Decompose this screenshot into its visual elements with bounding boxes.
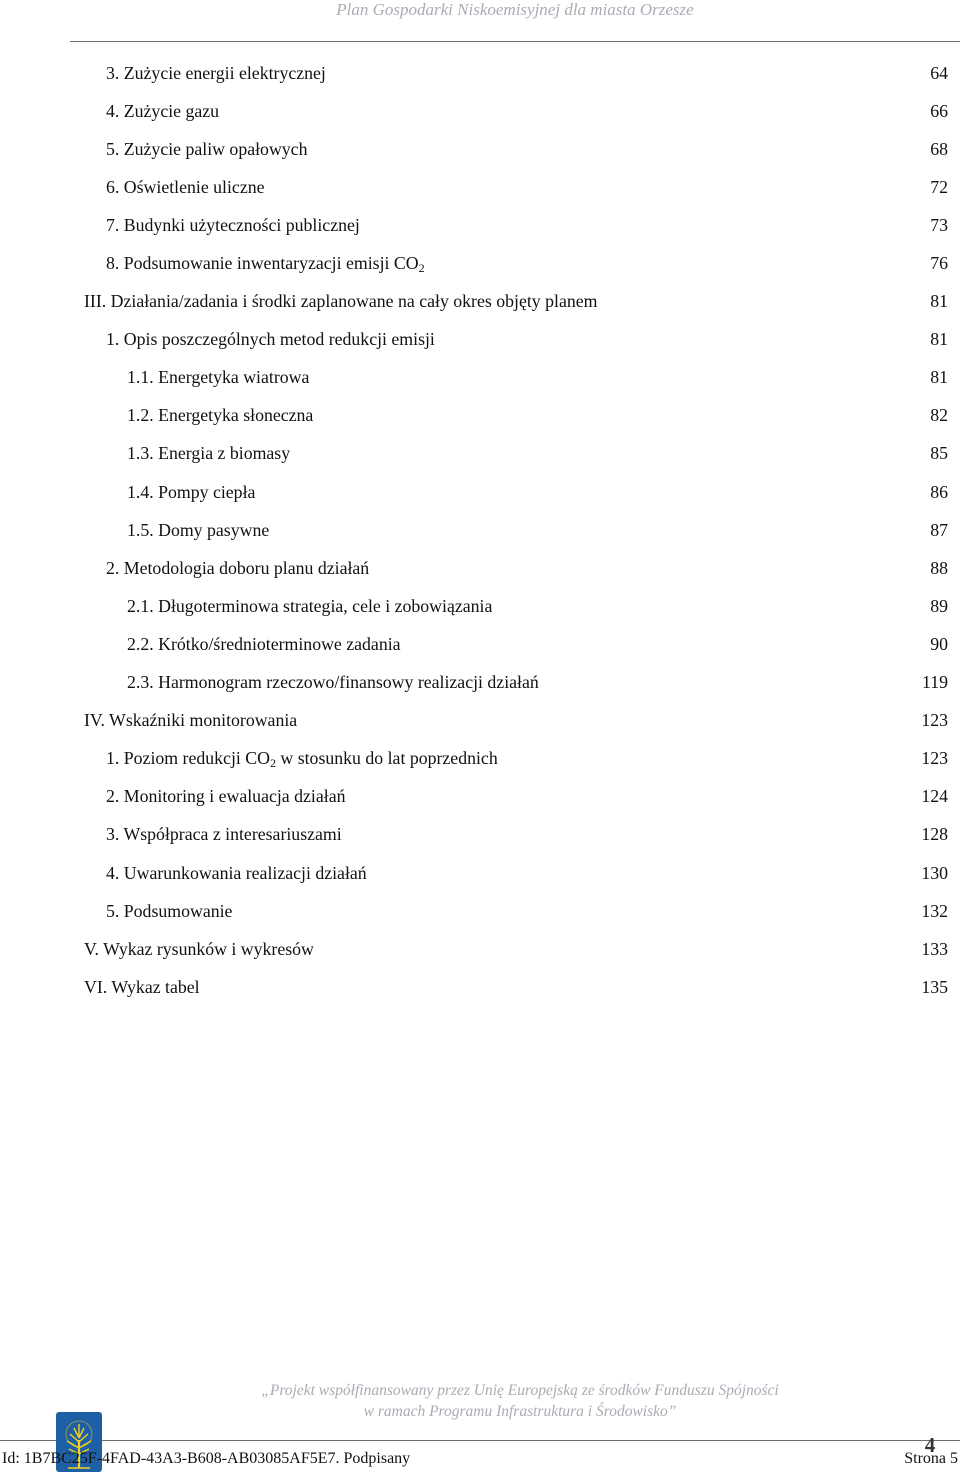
toc-entry[interactable] <box>0 968 960 1006</box>
toc-entry-page: 68 <box>930 138 948 159</box>
toc-entry-page: 90 <box>930 633 948 654</box>
toc-dot-leader <box>402 636 930 653</box>
toc-entry-page: 81 <box>930 291 948 312</box>
toc-entry-page: 81 <box>930 367 948 388</box>
footer-funding-line-1: „Projekt współfinansowany przez Unię Europejską ze środków Funduszu Spójności <box>261 1382 779 1399</box>
toc-entry[interactable] <box>0 587 960 625</box>
toc-entry-label: 2.2. Krótko/średnioterminowe zadania <box>127 633 401 654</box>
toc-dot-leader <box>436 331 929 348</box>
toc-entry[interactable] <box>0 168 960 206</box>
toc-entry[interactable] <box>0 359 960 397</box>
toc-entry-label: 7. Budynki użyteczności publicznej <box>106 214 360 235</box>
toc-entry-page: 81 <box>930 329 948 350</box>
toc-dot-leader <box>499 750 921 767</box>
page-label: Strona 5 <box>904 1450 958 1467</box>
toc-entry-page: 89 <box>930 595 948 616</box>
header-divider <box>70 41 960 42</box>
footer-divider <box>0 1440 960 1441</box>
toc-entry-page: 128 <box>921 824 948 845</box>
toc-entry-label: 3. Zużycie energii elektrycznej <box>106 62 326 83</box>
toc-entry-label: 4. Uwarunkowania realizacji działań <box>106 862 367 883</box>
toc-entry-page: 124 <box>921 786 948 807</box>
toc-entry-page: 64 <box>930 62 948 83</box>
toc-entry[interactable] <box>0 625 960 663</box>
toc-entry-label: 1.2. Energetyka słoneczna <box>127 405 314 426</box>
toc-entry-label: 5. Zużycie paliw opałowych <box>106 138 308 159</box>
footer-funding-line-2: w ramach Programu Infrastruktura i Środowisko” <box>363 1403 677 1420</box>
toc-entry-label: 1.1. Energetyka wiatrowa <box>127 367 310 388</box>
toc-entry-page: 130 <box>921 862 948 883</box>
toc-entry[interactable] <box>0 435 960 473</box>
toc-entry-label: 1. Opis poszczególnych metod redukcji emisji <box>106 329 435 350</box>
toc-entry[interactable] <box>0 130 960 168</box>
toc-entry-page: 123 <box>921 710 948 731</box>
toc-entry-label: 1.4. Pompy ciepła <box>127 481 256 502</box>
toc-entry-label: 2.3. Harmonogram rzeczowo/finansowy realizacji działań <box>127 672 539 693</box>
toc-entry-page: 133 <box>921 938 948 959</box>
toc-entry-page: 86 <box>930 481 948 502</box>
toc-entry[interactable] <box>0 816 960 854</box>
toc-entry[interactable] <box>0 511 960 549</box>
toc-dot-leader <box>220 103 929 120</box>
toc-dot-leader <box>308 141 929 158</box>
toc-entry[interactable] <box>0 54 960 92</box>
toc-entry-label: 5. Podsumowanie <box>106 900 233 921</box>
toc-entry[interactable] <box>0 206 960 244</box>
toc-dot-leader <box>426 255 930 272</box>
toc-entry[interactable] <box>0 473 960 511</box>
toc-dot-leader <box>493 598 929 615</box>
toc-dot-leader <box>327 65 929 82</box>
toc-entry[interactable] <box>0 702 960 740</box>
toc-entry-page: 85 <box>930 443 948 464</box>
toc-dot-leader <box>256 484 929 501</box>
toc-dot-leader <box>346 788 920 805</box>
toc-entry[interactable] <box>0 892 960 930</box>
toc-entry-label: IV. Wskaźniki monitorowania <box>84 710 298 731</box>
running-header: Plan Gospodarki Niskoemisyjnej dla miasta Orzesze <box>336 0 694 19</box>
toc-entry-label: III. Działania/zadania i środki zaplanowane na cały okres objęty planem <box>84 291 598 312</box>
toc-entry-page: 119 <box>921 672 948 693</box>
toc-dot-leader <box>368 865 921 882</box>
toc-entry[interactable] <box>0 92 960 130</box>
toc-entry-label: 1. Poziom redukcji CO2 w stosunku do lat poprzednich <box>106 748 498 771</box>
toc-entry-page: 135 <box>921 976 948 997</box>
toc-entry[interactable] <box>0 854 960 892</box>
toc-entry-label: 2. Monitoring i ewaluacja działań <box>106 786 346 807</box>
toc-dot-leader <box>233 903 920 920</box>
toc-entry[interactable] <box>0 549 960 587</box>
toc-dot-leader <box>270 522 929 539</box>
toc-entry-page: 66 <box>930 100 948 121</box>
toc-entry-label: 2.1. Długoterminowa strategia, cele i zobowiązania <box>127 595 493 616</box>
toc-dot-leader <box>343 826 921 843</box>
toc-entry[interactable] <box>0 283 960 321</box>
document-id: Id: 1B7BC25F-4FAD-43A3-B608-AB03085AF5E7. Podpisany <box>2 1450 411 1467</box>
toc-entry-subscript: 2 <box>418 261 425 276</box>
toc-entry-page: 87 <box>930 519 948 540</box>
toc-dot-leader <box>291 445 929 462</box>
toc-entry[interactable] <box>0 244 960 282</box>
toc-entry[interactable] <box>0 778 960 816</box>
toc-entry[interactable] <box>0 930 960 968</box>
toc-dot-leader <box>361 217 929 234</box>
toc-entry[interactable] <box>0 321 960 359</box>
toc-dot-leader <box>314 407 929 424</box>
page-number: 4 <box>924 1433 936 1457</box>
toc-entry-page: 82 <box>930 405 948 426</box>
toc-entry-label: V. Wykaz rysunków i wykresów <box>84 938 314 959</box>
toc-dot-leader <box>370 560 929 577</box>
toc-entry-label: 2. Metodologia doboru planu działań <box>106 557 370 578</box>
toc-dot-leader <box>266 179 930 196</box>
toc-entry-page: 73 <box>930 214 948 235</box>
toc-entry-page: 123 <box>921 748 948 769</box>
toc-entry-label: 6. Oświetlenie uliczne <box>106 176 265 197</box>
toc-entry-page: 88 <box>930 557 948 578</box>
toc-dot-leader <box>310 369 929 386</box>
toc-entry-label: 1.3. Energia z biomasy <box>127 443 291 464</box>
toc-dot-leader <box>298 712 920 729</box>
toc-entry[interactable] <box>0 740 960 778</box>
toc-dot-leader <box>598 293 929 310</box>
toc-entry[interactable] <box>0 397 960 435</box>
toc-dot-leader <box>201 979 921 996</box>
toc-entry-label: 3. Współpraca z interesariuszami <box>106 824 342 845</box>
toc-entry-page: 76 <box>930 253 948 274</box>
toc-entry-page: 72 <box>930 176 948 197</box>
toc-entry-page: 132 <box>921 900 948 921</box>
toc-entry[interactable] <box>0 664 960 702</box>
toc-dot-leader <box>315 941 920 958</box>
toc-entry-label: 4. Zużycie gazu <box>106 100 220 121</box>
toc-entry-subscript: 2 <box>269 756 276 771</box>
table-of-contents <box>0 54 960 1006</box>
toc-entry-label: 8. Podsumowanie inwentaryzacji emisji CO2 <box>106 253 425 276</box>
toc-entry-label: VI. Wykaz tabel <box>84 976 200 997</box>
toc-dot-leader <box>540 674 921 691</box>
toc-entry-label: 1.5. Domy pasywne <box>127 519 270 540</box>
